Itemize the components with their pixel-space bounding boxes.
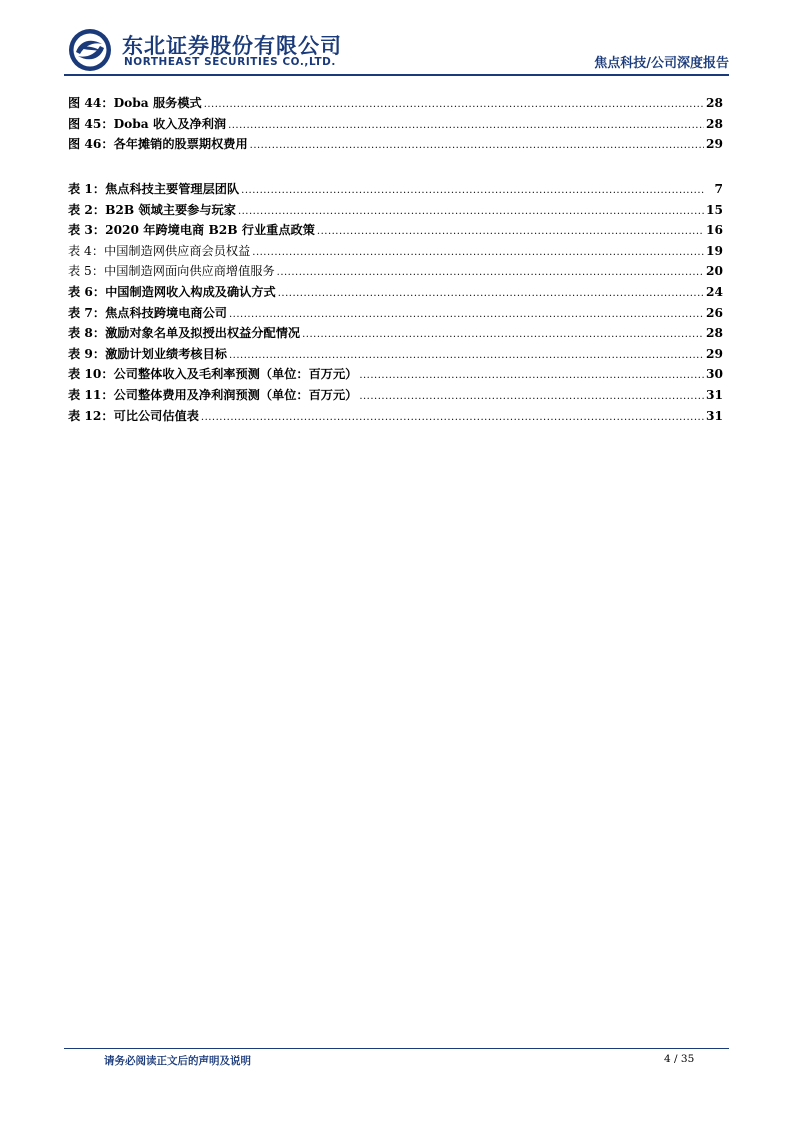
entry-page-number: 31 (706, 408, 723, 423)
table-entry[interactable] (68, 241, 723, 262)
entry-title: 表 11：公司整体费用及净利润预测（单位：百万元） (68, 387, 358, 402)
dot-leader (250, 136, 704, 157)
figure-entry[interactable] (68, 114, 723, 135)
figure-entry[interactable] (68, 134, 723, 155)
entry-page-number: 28 (706, 96, 723, 110)
entry-title: 图 45：Doba 收入及净利润 (68, 116, 227, 131)
entry-title: 表 2：B2B 领域主要参与玩家 (68, 202, 236, 217)
report-title: 焦点科技/公司深度报告 (594, 56, 729, 71)
entry-title: 图 46：各年摊销的股票期权费用 (68, 137, 248, 152)
table-entry[interactable] (68, 282, 723, 303)
page-header (64, 26, 729, 74)
table-entry[interactable] (68, 406, 723, 427)
entry-page-number: 28 (706, 326, 723, 341)
entry-title: 表 1：焦点科技主要管理层团队 (68, 182, 240, 196)
table-entry[interactable] (68, 303, 723, 324)
dot-leader (302, 325, 704, 346)
table-list (68, 179, 723, 426)
dot-leader (229, 305, 704, 326)
footer-divider (64, 1048, 729, 1049)
table-entry[interactable] (68, 323, 723, 344)
entry-title: 表 12：可比公司估值表 (68, 408, 199, 423)
entry-page-number: 26 (706, 305, 723, 320)
entry-title: 图 44：Doba 服务模式 (68, 96, 202, 110)
entry-page-number: 19 (706, 243, 723, 258)
disclaimer-note: 请务必阅读正文后的声明及说明 (104, 1055, 251, 1067)
company-name-chinese: 东北证券股份有限公司 (122, 34, 342, 58)
dot-leader (201, 408, 704, 429)
dot-leader (252, 243, 704, 264)
dot-leader (359, 366, 704, 387)
table-entry[interactable] (68, 261, 723, 282)
entry-title: 表 5：中国制造网面向供应商增值服务 (68, 264, 275, 279)
table-entry[interactable] (68, 364, 723, 385)
entry-title: 表 7：焦点科技跨境电商公司 (68, 305, 227, 320)
table-entry[interactable] (68, 200, 723, 221)
figure-list (68, 93, 723, 155)
entry-title: 表 8：激励对象名单及拟授出权益分配情况 (68, 326, 301, 341)
dot-leader (317, 222, 704, 243)
dot-leader (229, 346, 704, 367)
entry-page-number: 15 (706, 202, 723, 217)
table-entry[interactable] (68, 344, 723, 365)
entry-title: 表 10：公司整体收入及毛利率预测（单位：百万元） (68, 367, 358, 382)
dot-leader (277, 263, 704, 284)
entry-title: 表 4：中国制造网供应商会员权益 (68, 243, 251, 258)
entry-page-number: 20 (706, 264, 723, 279)
figure-entry[interactable] (68, 93, 723, 114)
entry-title: 表 3：2020 年跨境电商 B2B 行业重点政策 (68, 223, 315, 238)
dot-leader (228, 116, 704, 137)
dot-leader (278, 284, 704, 305)
entry-page-number: 24 (706, 284, 723, 299)
dot-leader (204, 95, 704, 116)
table-entry[interactable] (68, 220, 723, 241)
entry-title: 表 6：中国制造网收入构成及确认方式 (68, 284, 276, 299)
page-number: 4 / 35 (664, 1053, 695, 1065)
entry-page-number: 28 (706, 116, 723, 131)
table-entry[interactable] (68, 385, 723, 406)
dot-leader (241, 181, 705, 202)
entry-page-number: 16 (706, 223, 723, 238)
entry-title: 表 9：激励计划业绩考核目标 (68, 346, 227, 361)
header-divider (64, 74, 729, 76)
table-entry[interactable] (68, 179, 723, 200)
company-name-english: NORTHEAST SECURITIES CO.,LTD. (124, 56, 336, 68)
company-logo-icon (68, 28, 112, 72)
entry-page-number: 29 (706, 346, 723, 361)
entry-page-number: 29 (706, 137, 723, 152)
entry-page-number: 30 (706, 367, 723, 382)
dot-leader (359, 387, 704, 408)
dot-leader (238, 202, 704, 223)
entry-page-number: 31 (706, 387, 723, 402)
entry-page-number: 7 (714, 182, 723, 196)
